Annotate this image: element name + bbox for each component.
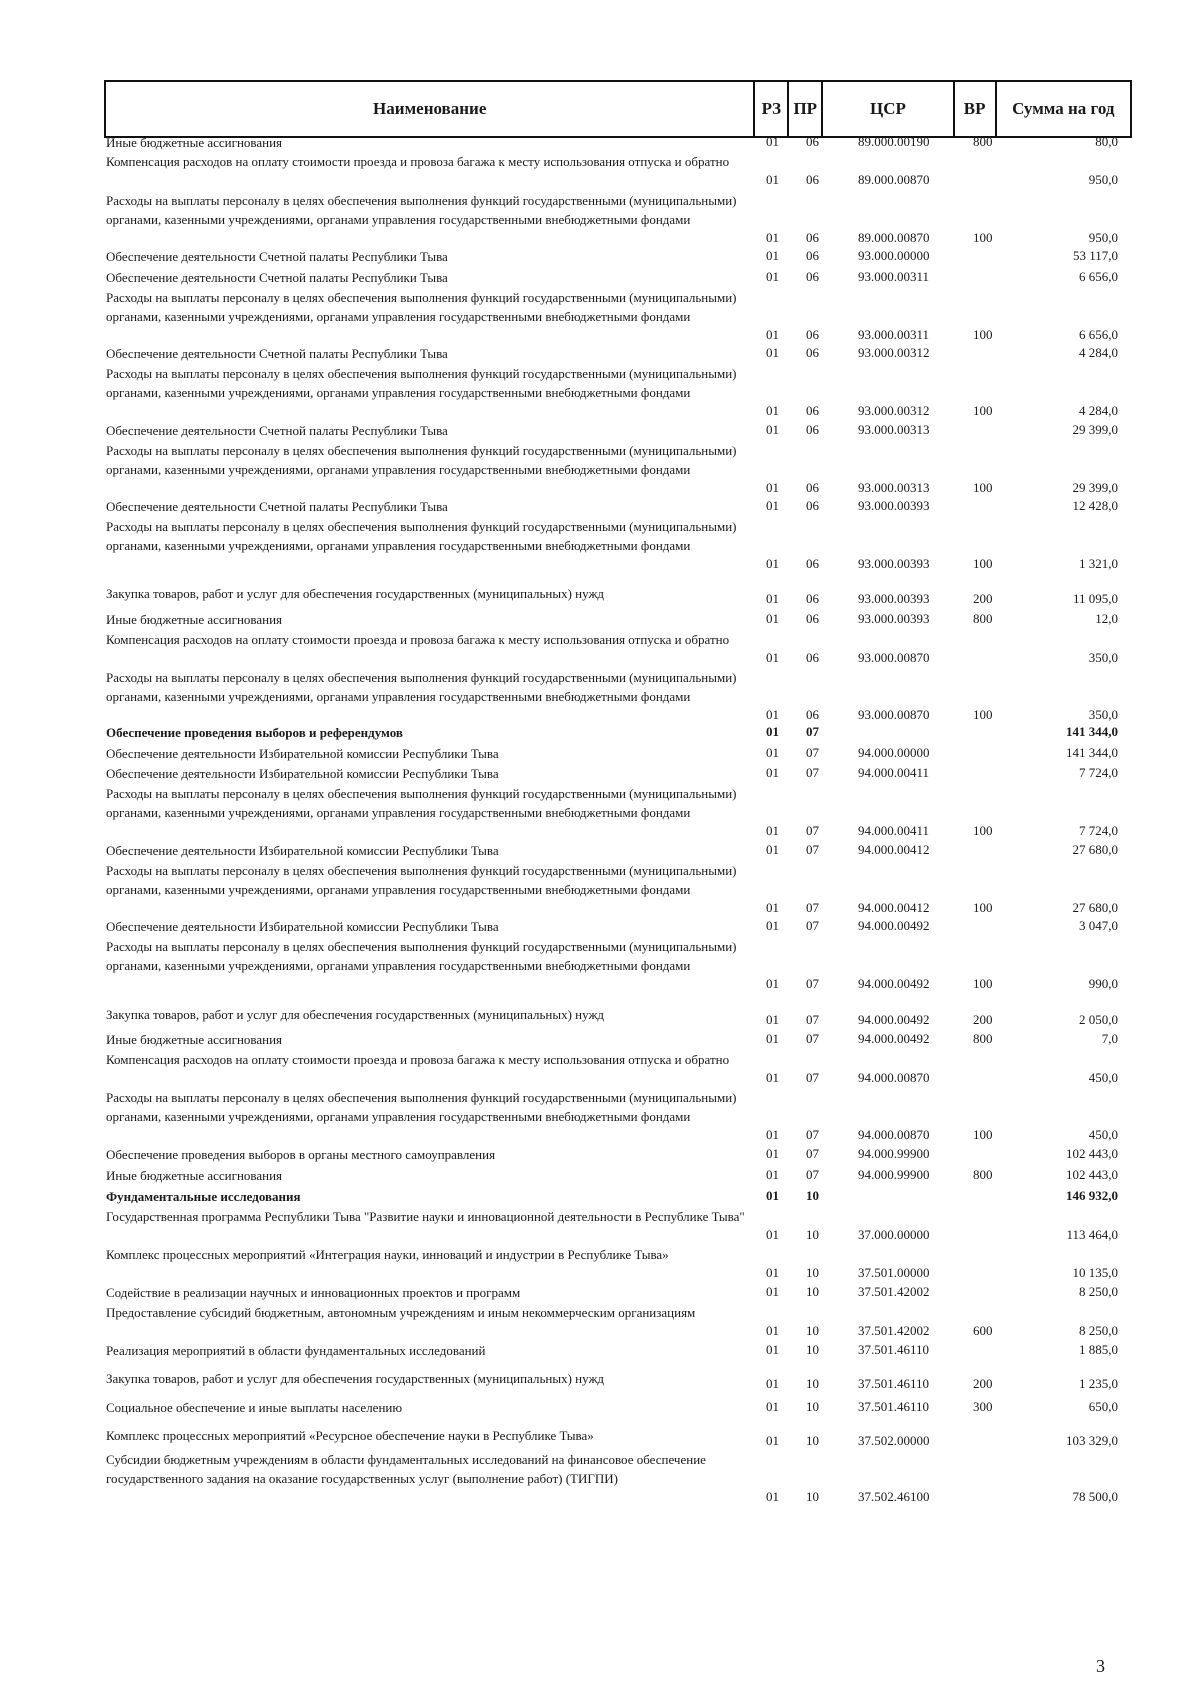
row-pr: 07 xyxy=(806,1070,819,1085)
row-name: Иные бюджетные ассигнования xyxy=(106,1168,283,1183)
row-rz: 01 xyxy=(766,765,779,780)
row-name: Компенсация расходов на оплату стоимости проезда и провоза багажа к месту использования отпуска и обратно xyxy=(106,632,730,647)
row-rz: 01 xyxy=(766,269,779,284)
row-rz: 01 xyxy=(766,900,779,915)
row-rz: 01 xyxy=(766,976,779,991)
row-sum: 950,0 xyxy=(1088,172,1118,187)
header-csr: ЦСР xyxy=(821,82,952,136)
row-pr: 10 xyxy=(806,1265,819,1280)
row-csr: 93.000.00311 xyxy=(858,327,930,342)
header-rz: РЗ xyxy=(753,82,787,136)
row-sum: 103 329,0 xyxy=(1066,1433,1118,1448)
row-vr: 200 xyxy=(973,1012,993,1027)
row-sum: 12,0 xyxy=(1095,611,1118,626)
row-sum: 7 724,0 xyxy=(1079,823,1118,838)
row-vr: 100 xyxy=(973,707,993,722)
table-header xyxy=(104,80,1132,138)
row-name: Комплекс процессных мероприятий «Интеграция науки, инноваций и индустрии в Республике Тыва» xyxy=(106,1247,669,1262)
row-csr: 94.000.00411 xyxy=(858,823,930,838)
row-sum: 113 464,0 xyxy=(1066,1227,1118,1242)
row-name: Иные бюджетные ассигнования xyxy=(106,612,283,627)
row-rz: 01 xyxy=(766,1265,779,1280)
row-name: Комплекс процессных мероприятий «Ресурсное обеспечение науки в Республике Тыва» xyxy=(106,1428,594,1443)
row-rz: 01 xyxy=(766,1167,779,1182)
row-name: Компенсация расходов на оплату стоимости проезда и провоза багажа к месту использования отпуска и обратно xyxy=(106,154,730,169)
row-sum: 7 724,0 xyxy=(1079,765,1118,780)
row-csr: 93.000.00312 xyxy=(858,403,930,418)
row-rz: 01 xyxy=(766,1127,779,1142)
row-vr: 800 xyxy=(973,611,993,626)
row-sum: 8 250,0 xyxy=(1079,1284,1118,1299)
row-csr: 89.000.00870 xyxy=(858,230,930,245)
row-csr: 94.000.00870 xyxy=(858,1127,930,1142)
row-rz: 01 xyxy=(766,1284,779,1299)
row-csr: 94.000.99900 xyxy=(858,1167,930,1182)
row-name: Обеспечение деятельности Избирательной комиссии Республики Тыва xyxy=(106,843,499,858)
row-sum: 27 680,0 xyxy=(1072,842,1118,857)
row-pr: 07 xyxy=(806,900,819,915)
row-sum: 10 135,0 xyxy=(1072,1265,1118,1280)
row-rz: 01 xyxy=(766,745,779,760)
row-csr: 37.501.00000 xyxy=(858,1265,930,1280)
row-pr: 07 xyxy=(806,1012,819,1027)
row-rz: 01 xyxy=(766,345,779,360)
row-sum: 27 680,0 xyxy=(1072,900,1118,915)
row-name: Обеспечение деятельности Счетной палаты Республики Тыва xyxy=(106,423,448,438)
row-pr: 06 xyxy=(806,650,819,665)
row-name: Закупка товаров, работ и услуг для обеспечения государственных (муниципальных) нужд xyxy=(106,1007,605,1022)
row-pr: 06 xyxy=(806,498,819,513)
row-pr: 06 xyxy=(806,269,819,284)
row-pr: 10 xyxy=(806,1399,819,1414)
row-csr: 94.000.99900 xyxy=(858,1146,930,1161)
row-name: Компенсация расходов на оплату стоимости проезда и провоза багажа к месту использования отпуска и обратно xyxy=(106,1052,730,1067)
row-sum: 8 250,0 xyxy=(1079,1323,1118,1338)
row-csr: 93.000.00870 xyxy=(858,707,930,722)
row-vr: 100 xyxy=(973,403,993,418)
row-rz: 01 xyxy=(766,611,779,626)
row-sum: 102 443,0 xyxy=(1066,1167,1118,1182)
row-csr: 94.000.00411 xyxy=(858,765,930,780)
row-csr: 94.000.00000 xyxy=(858,745,930,760)
row-sum: 3 047,0 xyxy=(1079,918,1118,933)
row-name: Иные бюджетные ассигнования xyxy=(106,1032,283,1047)
row-csr: 93.000.00393 xyxy=(858,591,930,606)
row-sum: 146 932,0 xyxy=(1066,1188,1118,1203)
row-vr: 100 xyxy=(973,480,993,495)
row-csr: 93.000.00870 xyxy=(858,650,930,665)
row-csr: 37.501.46110 xyxy=(858,1376,930,1391)
row-pr: 10 xyxy=(806,1188,819,1203)
row-name: Обеспечение деятельности Избирательной комиссии Республики Тыва xyxy=(106,746,499,761)
row-sum: 78 500,0 xyxy=(1072,1489,1118,1504)
row-csr: 94.000.00412 xyxy=(858,900,930,915)
row-name: Обеспечение деятельности Счетной палаты Республики Тыва xyxy=(106,346,448,361)
row-rz: 01 xyxy=(766,480,779,495)
row-csr: 89.000.00870 xyxy=(858,172,930,187)
row-pr: 07 xyxy=(806,918,819,933)
row-name: Расходы на выплаты персоналу в целях обеспечения выполнения функций государственными (муниципальными) органами, казенными учреждениями, органами управления государственными внебюджетными фондами xyxy=(106,519,737,553)
row-csr: 37.502.46100 xyxy=(858,1489,930,1504)
row-rz: 01 xyxy=(766,1433,779,1448)
row-rz: 01 xyxy=(766,134,779,149)
row-csr: 89.000.00190 xyxy=(858,134,930,149)
row-pr: 07 xyxy=(806,1146,819,1161)
row-vr: 100 xyxy=(973,327,993,342)
row-sum: 2 050,0 xyxy=(1079,1012,1118,1027)
row-vr: 800 xyxy=(973,134,993,149)
row-name: Иные бюджетные ассигнования xyxy=(106,135,283,150)
row-sum: 102 443,0 xyxy=(1066,1146,1118,1161)
row-pr: 07 xyxy=(806,1127,819,1142)
row-vr: 200 xyxy=(973,591,993,606)
row-pr: 07 xyxy=(806,745,819,760)
row-pr: 06 xyxy=(806,345,819,360)
row-name: Обеспечение проведения выборов в органы местного самоуправления xyxy=(106,1147,496,1162)
row-rz: 01 xyxy=(766,248,779,263)
row-csr: 94.000.00492 xyxy=(858,1012,930,1027)
row-rz: 01 xyxy=(766,327,779,342)
row-pr: 10 xyxy=(806,1227,819,1242)
row-csr: 94.000.00492 xyxy=(858,918,930,933)
row-name: Расходы на выплаты персоналу в целях обеспечения выполнения функций государственными (муниципальными) органами, казенными учреждениями, органами управления государственными внебюджетными фондами xyxy=(106,670,737,704)
row-csr: 93.000.00393 xyxy=(858,498,930,513)
row-rz: 01 xyxy=(766,498,779,513)
row-name: Закупка товаров, работ и услуг для обеспечения государственных (муниципальных) нужд xyxy=(106,1371,605,1386)
row-pr: 06 xyxy=(806,230,819,245)
row-vr: 600 xyxy=(973,1323,993,1338)
row-csr: 37.501.46110 xyxy=(858,1342,930,1357)
row-rz: 01 xyxy=(766,422,779,437)
row-vr: 800 xyxy=(973,1031,993,1046)
row-pr: 10 xyxy=(806,1342,819,1357)
row-pr: 07 xyxy=(806,1167,819,1182)
row-sum: 1 885,0 xyxy=(1079,1342,1118,1357)
header-name: Наименование xyxy=(373,99,487,118)
row-pr: 06 xyxy=(806,611,819,626)
row-csr: 94.000.00492 xyxy=(858,976,930,991)
row-pr: 07 xyxy=(806,823,819,838)
row-rz: 01 xyxy=(766,823,779,838)
row-vr: 800 xyxy=(973,1167,993,1182)
row-name: Расходы на выплаты персоналу в целях обеспечения выполнения функций государственными (муниципальными) органами, казенными учреждениями, органами управления государственными внебюджетными фондами xyxy=(106,786,737,820)
row-csr: 37.000.00000 xyxy=(858,1227,930,1242)
row-rz: 01 xyxy=(766,1012,779,1027)
row-csr: 93.000.00312 xyxy=(858,345,930,360)
row-pr: 10 xyxy=(806,1284,819,1299)
row-csr: 37.501.46110 xyxy=(858,1399,930,1414)
row-sum: 6 656,0 xyxy=(1079,269,1118,284)
row-sum: 1 235,0 xyxy=(1079,1376,1118,1391)
row-rz: 01 xyxy=(766,1489,779,1504)
row-sum: 450,0 xyxy=(1088,1127,1118,1142)
row-rz: 01 xyxy=(766,918,779,933)
row-pr: 07 xyxy=(806,1031,819,1046)
row-name: Обеспечение деятельности Счетной палаты Республики Тыва xyxy=(106,249,448,264)
row-name: Расходы на выплаты персоналу в целях обеспечения выполнения функций государственными (муниципальными) органами, казенными учреждениями, органами управления государственными внебюджетными фондами xyxy=(106,193,737,227)
row-rz: 01 xyxy=(766,842,779,857)
row-sum: 990,0 xyxy=(1088,976,1118,991)
row-pr: 06 xyxy=(806,172,819,187)
row-sum: 11 095,0 xyxy=(1072,591,1118,606)
row-name: Предоставление субсидий бюджетным, автономным учреждениям и иным некоммерческим организациям xyxy=(106,1305,696,1320)
row-pr: 10 xyxy=(806,1433,819,1448)
row-sum: 4 284,0 xyxy=(1079,345,1118,360)
header-sum: Сумма на год xyxy=(995,82,1130,136)
row-sum: 141 344,0 xyxy=(1066,745,1118,760)
row-csr: 93.000.00313 xyxy=(858,422,930,437)
header-pr: ПР xyxy=(787,82,821,136)
row-name: Субсидии бюджетным учреждениям в области фундаментальных исследований на финансовое обеспечение государственного задания на оказание государственных услуг (выполнение работ) (ТИГПИ) xyxy=(106,1452,706,1486)
row-pr: 10 xyxy=(806,1489,819,1504)
row-sum: 1 321,0 xyxy=(1079,556,1118,571)
row-csr: 94.000.00870 xyxy=(858,1070,930,1085)
row-rz: 01 xyxy=(766,556,779,571)
row-csr: 37.502.00000 xyxy=(858,1433,930,1448)
row-vr: 200 xyxy=(973,1376,993,1391)
row-name: Реализация мероприятий в области фундаментальных исследований xyxy=(106,1343,486,1358)
row-name: Обеспечение проведения выборов и референдумов xyxy=(106,725,403,740)
row-name: Обеспечение деятельности Избирательной комиссии Республики Тыва xyxy=(106,766,499,781)
row-name: Государственная программа Республики Тыва "Развитие науки и инновационной деятельности в Республике Тыва" xyxy=(106,1209,745,1224)
row-pr: 10 xyxy=(806,1376,819,1391)
row-pr: 06 xyxy=(806,403,819,418)
row-rz: 01 xyxy=(766,1376,779,1391)
row-name: Обеспечение деятельности Избирательной комиссии Республики Тыва xyxy=(106,919,499,934)
row-csr: 93.000.00393 xyxy=(858,556,930,571)
row-pr: 06 xyxy=(806,248,819,263)
row-pr: 06 xyxy=(806,707,819,722)
row-vr: 100 xyxy=(973,976,993,991)
row-pr: 06 xyxy=(806,556,819,571)
row-name: Расходы на выплаты персоналу в целях обеспечения выполнения функций государственными (муниципальными) органами, казенными учреждениями, органами управления государственными внебюджетными фондами xyxy=(106,1090,737,1124)
row-sum: 12 428,0 xyxy=(1072,498,1118,513)
row-csr: 94.000.00412 xyxy=(858,842,930,857)
row-name: Расходы на выплаты персоналу в целях обеспечения выполнения функций государственными (муниципальными) органами, казенными учреждениями, органами управления государственными внебюджетными фондами xyxy=(106,863,737,897)
row-sum: 29 399,0 xyxy=(1072,480,1118,495)
row-sum: 80,0 xyxy=(1095,134,1118,149)
row-vr: 100 xyxy=(973,1127,993,1142)
row-csr: 93.000.00313 xyxy=(858,480,930,495)
row-sum: 29 399,0 xyxy=(1072,422,1118,437)
row-csr: 93.000.00393 xyxy=(858,611,930,626)
row-rz: 01 xyxy=(766,172,779,187)
row-vr: 100 xyxy=(973,230,993,245)
row-csr: 37.501.42002 xyxy=(858,1323,930,1338)
row-rz: 01 xyxy=(766,1323,779,1338)
row-rz: 01 xyxy=(766,591,779,606)
row-name: Расходы на выплаты персоналу в целях обеспечения выполнения функций государственными (муниципальными) органами, казенными учреждениями, органами управления государственными внебюджетными фондами xyxy=(106,290,737,324)
row-sum: 650,0 xyxy=(1088,1399,1118,1414)
row-rz: 01 xyxy=(766,1188,779,1203)
row-pr: 07 xyxy=(806,724,819,739)
row-sum: 6 656,0 xyxy=(1079,327,1118,342)
row-pr: 06 xyxy=(806,327,819,342)
row-sum: 950,0 xyxy=(1088,230,1118,245)
row-sum: 7,0 xyxy=(1101,1031,1118,1046)
row-pr: 06 xyxy=(806,134,819,149)
header-vr: ВР xyxy=(953,82,995,136)
row-rz: 01 xyxy=(766,1227,779,1242)
page-number: 3 xyxy=(1096,1656,1105,1676)
row-sum: 4 284,0 xyxy=(1079,403,1118,418)
row-rz: 01 xyxy=(766,1342,779,1357)
row-rz: 01 xyxy=(766,1070,779,1085)
row-sum: 53 117,0 xyxy=(1072,248,1118,263)
row-vr: 100 xyxy=(973,823,993,838)
row-name: Расходы на выплаты персоналу в целях обеспечения выполнения функций государственными (муниципальными) органами, казенными учреждениями, органами управления государственными внебюджетными фондами xyxy=(106,443,737,477)
row-sum: 350,0 xyxy=(1088,707,1118,722)
row-csr: 93.000.00311 xyxy=(858,269,930,284)
row-vr: 100 xyxy=(973,556,993,571)
row-sum: 350,0 xyxy=(1088,650,1118,665)
row-pr: 06 xyxy=(806,422,819,437)
row-pr: 06 xyxy=(806,480,819,495)
row-rz: 01 xyxy=(766,230,779,245)
row-csr: 37.501.42002 xyxy=(858,1284,930,1299)
row-name: Закупка товаров, работ и услуг для обеспечения государственных (муниципальных) нужд xyxy=(106,586,605,601)
row-name: Расходы на выплаты персоналу в целях обеспечения выполнения функций государственными (муниципальными) органами, казенными учреждениями, органами управления государственными внебюджетными фондами xyxy=(106,366,737,400)
row-rz: 01 xyxy=(766,1031,779,1046)
row-name: Обеспечение деятельности Счетной палаты Республики Тыва xyxy=(106,499,448,514)
row-sum: 141 344,0 xyxy=(1066,724,1118,739)
row-rz: 01 xyxy=(766,1399,779,1414)
row-pr: 10 xyxy=(806,1323,819,1338)
row-vr: 100 xyxy=(973,900,993,915)
row-pr: 07 xyxy=(806,976,819,991)
row-csr: 93.000.00000 xyxy=(858,248,930,263)
row-rz: 01 xyxy=(766,724,779,739)
row-rz: 01 xyxy=(766,1146,779,1161)
row-sum: 450,0 xyxy=(1088,1070,1118,1085)
row-pr: 07 xyxy=(806,765,819,780)
row-pr: 07 xyxy=(806,842,819,857)
row-name: Расходы на выплаты персоналу в целях обеспечения выполнения функций государственными (муниципальными) органами, казенными учреждениями, органами управления государственными внебюджетными фондами xyxy=(106,939,737,973)
row-csr: 94.000.00492 xyxy=(858,1031,930,1046)
row-pr: 06 xyxy=(806,591,819,606)
row-rz: 01 xyxy=(766,707,779,722)
row-name: Фундаментальные исследования xyxy=(106,1189,301,1204)
row-rz: 01 xyxy=(766,650,779,665)
row-vr: 300 xyxy=(973,1399,993,1414)
row-name: Содействие в реализации научных и инновационных проектов и программ xyxy=(106,1285,521,1300)
row-name: Социальное обеспечение и иные выплаты населению xyxy=(106,1400,403,1415)
row-name: Обеспечение деятельности Счетной палаты Республики Тыва xyxy=(106,270,448,285)
row-rz: 01 xyxy=(766,403,779,418)
